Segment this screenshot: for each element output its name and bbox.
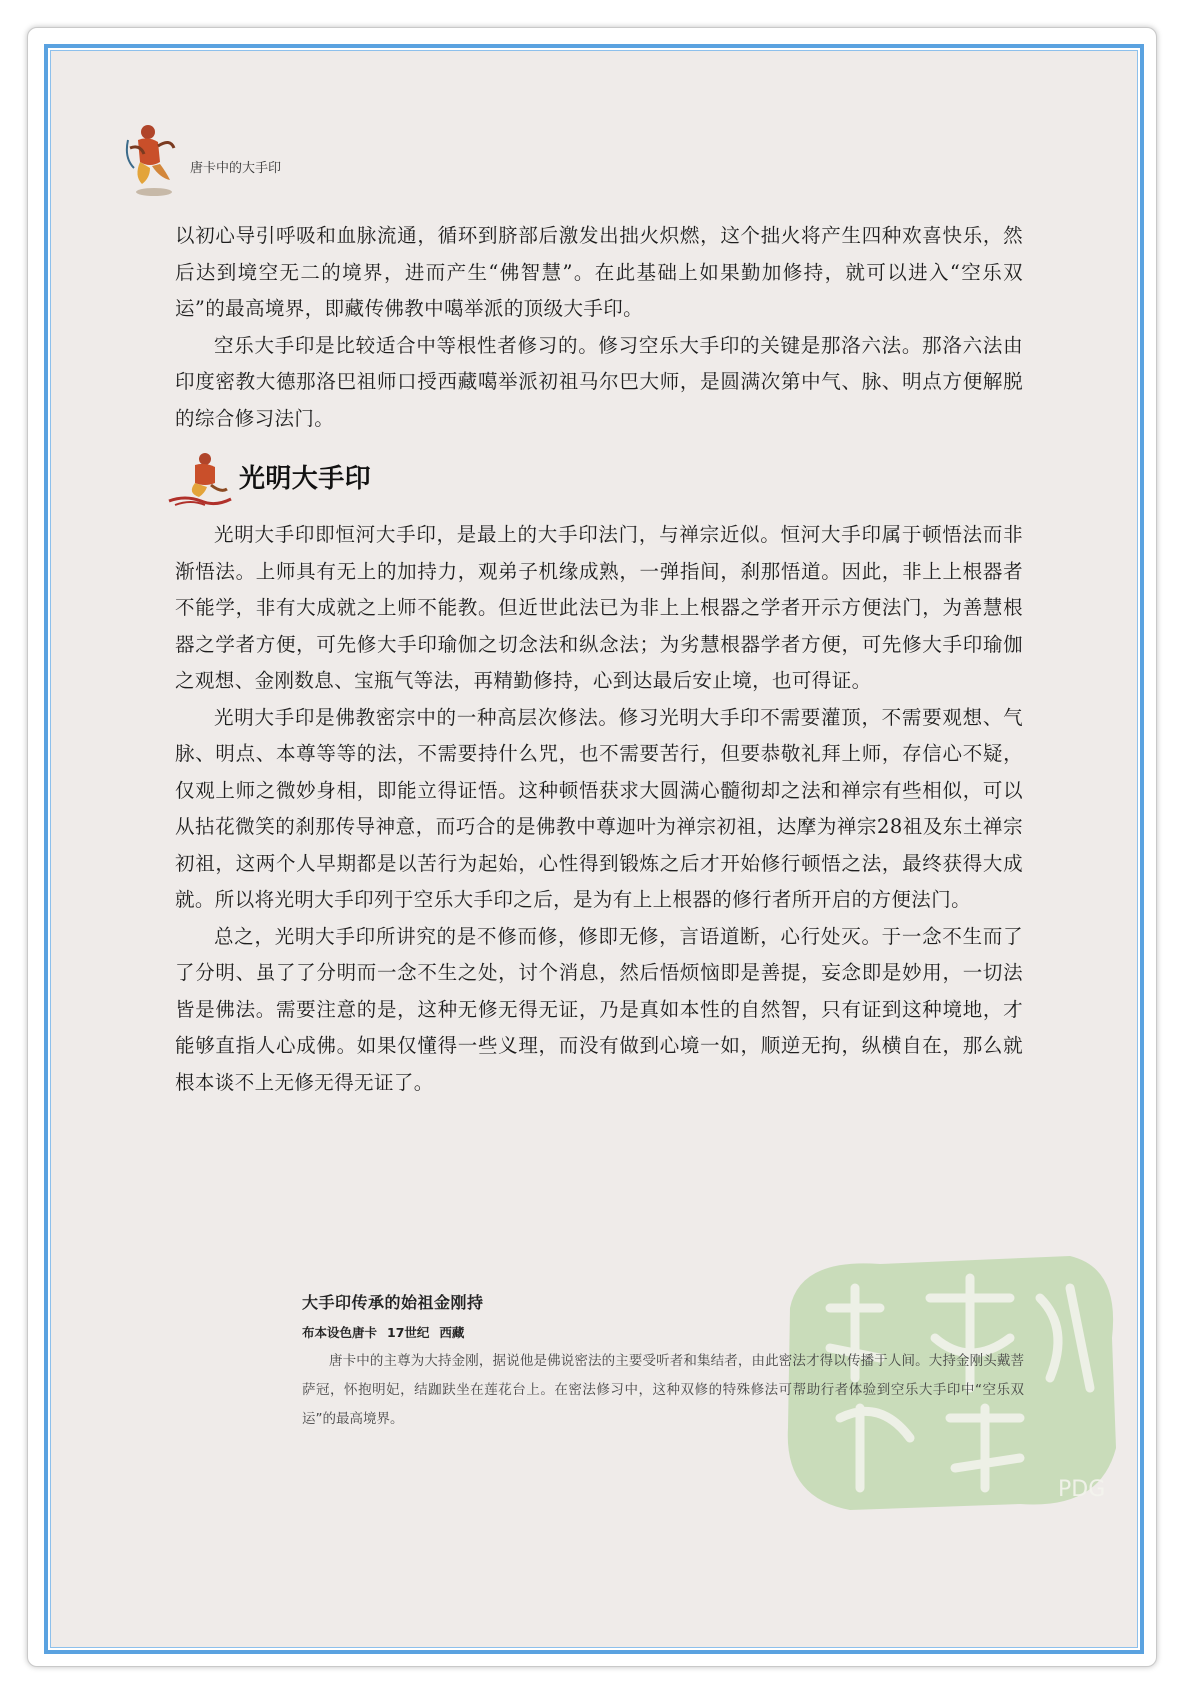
paragraph: 以初心导引呼吸和血脉流通，循环到脐部后激发出拙火炽燃，这个拙火将产生四种欢喜快乐，然后达到境空无二的境界，进而产生“佛智慧”。在此基础上如果勤加修持，就可以进入“空乐双运”的最高境界，即藏传佛教中噶举派的顶级大手印。 [175, 224, 1023, 320]
caption-region: 西藏 [439, 1325, 465, 1340]
section-title: 光明大手印 [239, 463, 372, 494]
main-text [175, 218, 1023, 1101]
paragraph: 空乐大手印是比较适合中等根性者修习的。修习空乐大手印的关键是那洛六法。那洛六法由印度密教大德那洛巴祖师口授西藏噶举派初祖马尔巴大师，是圆满次第中气、脉、明点方便解脱的综合修习法门。 [175, 333, 1023, 430]
image-caption [302, 1290, 1024, 1434]
dakini-figure-icon [120, 118, 182, 200]
caption-text: 唐卡中的主尊为大持金刚，据说他是佛说密法的主要受听者和集结者，由此密法才得以传播于人间。大持金刚头戴菩萨冠，怀抱明妃，结跏趺坐在莲花台上。在密法修习中，这种双修的特殊修法可帮助行者体验到空乐大手印中“空乐双运”的最高境界。 [302, 1353, 1024, 1427]
paragraph: 总之，光明大手印所讲究的是不修而修，修即无修，言语道断，心行处灭。于一念不生而了了分明、虽了了分明而一念不生之处，讨个消息，然后悟烦恼即是善提，妄念即是妙用，一切法皆是佛法。需要注意的是，这种无修无得无证，乃是真如本性的自然智，只有证到这种境地，才能够直指人心成佛。如果仅懂得一些义理，而没有做到心境一如，顺逆无拘，纵横自在，那么就根本谈不上无修无得无证了。 [175, 924, 1023, 1094]
running-title: 唐卡中的大手印 [190, 160, 282, 176]
running-header [120, 118, 281, 200]
seal-text: PDG [1058, 1477, 1106, 1502]
caption-title: 大手印传承的始祖金刚持 [302, 1293, 484, 1312]
caption-subtitle [302, 1323, 1024, 1341]
caption-century: 17世纪 [387, 1325, 430, 1340]
caption-medium: 布本设色唐卡 [302, 1325, 378, 1340]
dakini-figure-icon [165, 449, 235, 509]
paragraph: 光明大手印是佛教密宗中的一种高层次修法。修习光明大手印不需要灌顶，不需要观想、气脉、明点、本尊等等的法，不需要持什么咒，也不需要苦行，但要恭敬礼拜上师，存信心不疑，仅观上师之微妙身相，即能立得证悟。这种顿悟获求大圆满心髓彻却之法和禅宗有些相似，可以从拈花微笑的刹那传导神意，而巧合的是佛教中尊迦叶为禅宗初祖，达摩为禅宗28祖及东土禅宗初祖，这两个人早期都是以苦行为起始，心性得到锻炼之后才开始修行顿悟之法，最终获得大成就。所以将光明大手印列于空乐大手印之后，是为有上上根器的修行者所开启的方便法门。 [175, 705, 1023, 911]
paragraph: 光明大手印即恒河大手印，是最上的大手印法门，与禅宗近似。恒河大手印属于顿悟法而非渐悟法。上师具有无上的加持力，观弟子机缘成熟，一弹指间，刹那悟道。因此，非上上根器者不能学，非有大成就之上师不能教。但近世此法已为非上上根器之学者开示方便法门，为善慧根器之学者方便，可先修大手印瑜伽之切念法和纵念法；为劣慧根器学者方便，可先修大手印瑜伽之观想、金刚数息、宝瓶气等法，再精勤修持，心到达最后安止境，也可得证。 [175, 523, 1023, 692]
section-heading [165, 443, 1023, 515]
